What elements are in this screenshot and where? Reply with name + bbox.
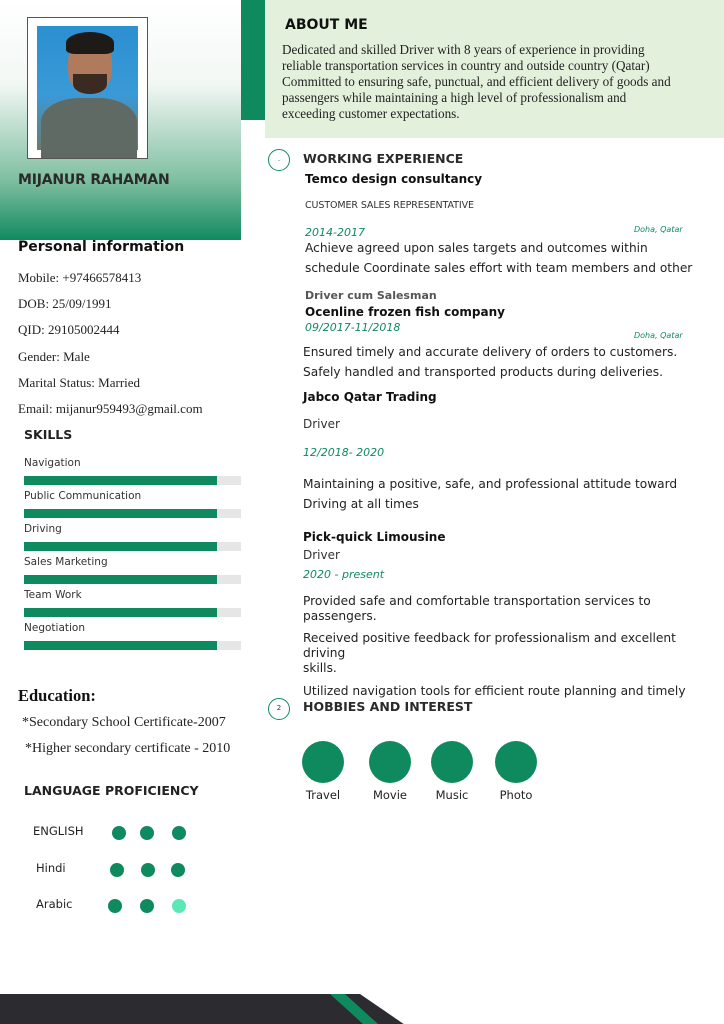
skill-bar — [24, 575, 241, 584]
job-description-line: skills. — [303, 661, 337, 675]
hobby-item — [360, 741, 420, 802]
job-date: 2020 - present — [303, 568, 385, 581]
experience-section-icon: . — [268, 149, 290, 171]
language-rating-dot — [171, 863, 185, 877]
skill-bar — [24, 608, 241, 617]
job-role: Driver — [303, 548, 340, 562]
about-section — [265, 0, 724, 138]
language-rating-dot — [108, 899, 122, 913]
hobbies-title: HOBBIES AND INTEREST — [303, 699, 473, 714]
dob-info: DOB: 25/09/1991 — [18, 296, 112, 311]
hobby-label: Movie — [372, 788, 408, 802]
gender-info: Gender: Male — [18, 349, 90, 364]
education-item: *Secondary School Certificate-2007 — [22, 715, 226, 730]
job-description-line: Received positive feedback for professionalism and excellent driving — [303, 631, 676, 660]
about-line: passengers while maintaining a high level of professionalism and — [282, 90, 627, 105]
job-location: Doha, Qatar — [634, 225, 683, 234]
education-item: *Higher secondary certificate - 2010 — [25, 741, 231, 756]
job-date: 12/2018- 2020 — [303, 446, 385, 459]
skill-label: Navigation — [24, 457, 81, 469]
skill-item — [24, 589, 241, 617]
hobbies-section-icon: 2 — [268, 698, 290, 720]
language-item — [0, 861, 241, 881]
skill-item — [24, 457, 241, 485]
skill-label: Team Work — [24, 589, 82, 601]
skill-label: Driving — [24, 523, 62, 535]
accent-strip — [241, 0, 265, 120]
about-text — [282, 42, 718, 122]
language-name: Hindi — [36, 861, 66, 875]
language-rating-dot — [112, 826, 126, 840]
hobby-icon — [369, 741, 411, 783]
profile-header — [0, 0, 241, 240]
marital-status-info: Marital Status: Married — [18, 375, 141, 390]
skill-item — [24, 490, 241, 518]
language-rating-dot — [110, 863, 124, 877]
language-rating-dot — [141, 863, 155, 877]
hobby-label: Music — [435, 788, 469, 802]
job-description-line: Achieve agreed upon sales targets and outcomes within — [305, 241, 648, 255]
about-line: reliable transportation services in country and outside country (Qatar) — [282, 58, 650, 73]
skill-bar — [24, 509, 241, 518]
qid-info: QID: 29105002444 — [18, 322, 120, 337]
language-name: Arabic — [36, 897, 73, 911]
job-company: Pick-quick Limousine — [303, 530, 446, 544]
skill-item — [24, 622, 241, 650]
hobby-label: Travel — [305, 788, 341, 802]
skills-title: SKILLS — [24, 427, 73, 442]
job-location: Doha, Qatar — [634, 331, 683, 340]
profile-photo — [37, 26, 138, 150]
skill-label: Sales Marketing — [24, 556, 108, 568]
language-rating-dot — [140, 826, 154, 840]
job-description — [303, 342, 717, 382]
experience-title: WORKING EXPERIENCE — [303, 151, 464, 166]
language-item — [0, 897, 241, 917]
job-description-line: Provided safe and comfortable transportation services to passengers. — [303, 594, 651, 623]
job-description-line: schedule Coordinate sales effort with team members and other — [305, 261, 693, 275]
email-info: Email: mijanur959493@gmail.com — [18, 401, 203, 416]
job-date: 09/2017-11/2018 — [305, 321, 401, 334]
job-description-line: Ensured timely and accurate delivery of orders to customers. — [303, 345, 678, 359]
hobby-item — [422, 741, 482, 802]
about-title: ABOUT ME — [285, 17, 368, 33]
language-name: ENGLISH — [33, 824, 84, 838]
job-description-line: Utilized navigation tools for efficient route planning and timely — [303, 684, 686, 698]
job-description-line: Maintaining a positive, safe, and professional attitude toward — [303, 477, 678, 491]
job-description — [305, 238, 717, 284]
hobby-icon — [302, 741, 344, 783]
language-rating-dot — [140, 899, 154, 913]
profile-photo-frame — [27, 17, 148, 159]
about-line: Committed to ensuring safe, punctual, and efficient delivery of goods and — [282, 74, 671, 89]
job-role: CUSTOMER SALES REPRESENTATIVE — [305, 200, 474, 211]
job-company: Jabco Qatar Trading — [303, 390, 437, 404]
personal-info-title: Personal information — [18, 239, 185, 255]
hobby-label: Photo — [499, 788, 533, 802]
job-description — [303, 474, 717, 514]
hobby-item — [486, 741, 546, 802]
job-description-line: Driving at all times — [303, 497, 419, 511]
footer-cut — [360, 994, 724, 1024]
job-company: Ocenline frozen fish company — [305, 305, 505, 319]
job-description — [303, 594, 721, 698]
job-role: Driver — [303, 417, 340, 431]
mobile-info: Mobile: +97466578413 — [18, 270, 142, 285]
job-date: 2014-2017 — [305, 226, 365, 239]
skill-bar — [24, 542, 241, 551]
about-line: Dedicated and skilled Driver with 8 years of experience in providing — [282, 42, 645, 57]
education-title: Education: — [18, 686, 96, 705]
job-company: Temco design consultancy — [305, 172, 483, 186]
hobby-icon — [495, 741, 537, 783]
hobby-item — [293, 741, 353, 802]
hobby-icon — [431, 741, 473, 783]
skill-label: Public Communication — [24, 490, 142, 502]
skill-item — [24, 556, 241, 584]
skill-item — [24, 523, 241, 551]
skill-label: Negotiation — [24, 622, 85, 634]
language-item — [0, 824, 241, 844]
job-description-line: Safely handled and transported products during deliveries. — [303, 365, 663, 379]
skill-bar — [24, 641, 241, 650]
language-rating-dot — [172, 899, 186, 913]
language-title: LANGUAGE PROFICIENCY — [24, 783, 199, 798]
job-role: Driver cum Salesman — [305, 289, 437, 302]
language-rating-dot — [172, 826, 186, 840]
skill-bar — [24, 476, 241, 485]
about-line: exceeding customer expectations. — [282, 106, 460, 121]
profile-name: MIJANUR RAHAMAN — [18, 172, 170, 188]
